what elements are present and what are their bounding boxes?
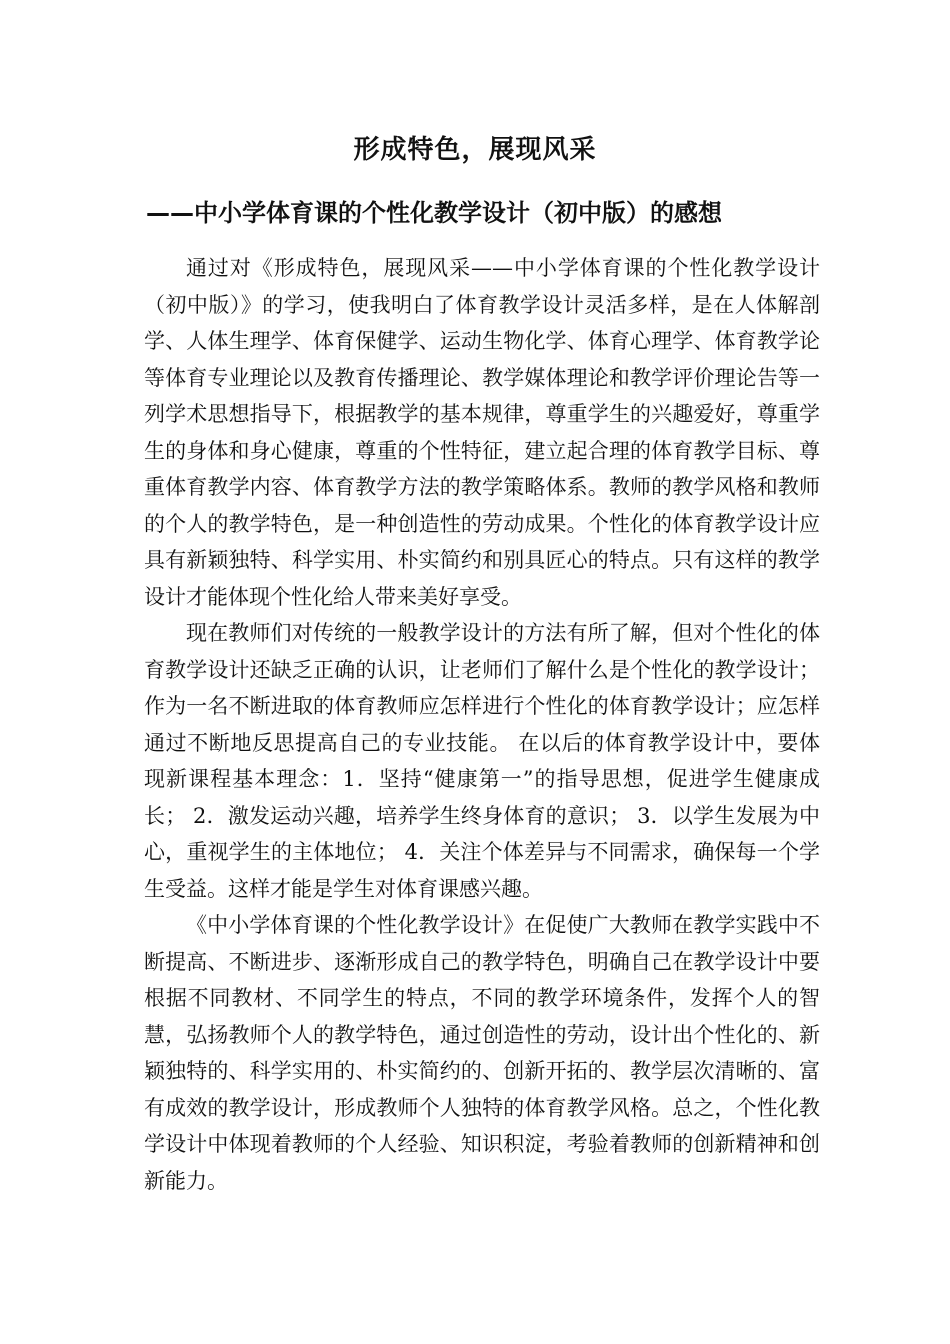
document-body — [144, 250, 820, 1199]
paragraph-3: 《中小学体育课的个性化教学设计》在促使广大教师在教学实践中不断提高、不断进步、逐渐形成自己的教学特色，明确自己在教学设计中要根据不同教材、不同学生的特点，不同的教学环境条件，发挥个人的智慧，弘扬教师个人的教学特色，通过创造性的劳动，设计出个性化的、新颖独特的、科学实用的、朴实简约的、创新开拓的、教学层次清晰的、富有成效的教学设计，形成教师个人独特的体育教学风格。总之，个性化教学设计中体现着教师的个人经验、知识积淀，考验着教师的创新精神和创新能力。 — [144, 913, 820, 1193]
paragraph-2: 现在教师们对传统的一般教学设计的方法有所了解，但对个性化的体育教学设计还缺乏正确的认识，让老师们了解什么是个性化的教学设计；作为一名不断进取的体育教师应怎样进行个性化的体育教学设计；应怎样通过不断地反思提高自己的专业技能。 在以后的体育教学设计中，要体现新课程基本理念：1．坚持“健康第一”的指导思想，促进学生健康成长； 2．激发运动兴趣，培养学生终身体育的意识； 3．以学生发展为中心，重视学生的主体地位； 4．关注个体差异与不同需求，确保每一个学生受益。这样才能是学生对体育课感兴趣。 — [144, 621, 820, 901]
paragraph-1: 通过对《形成特色，展现风采——中小学体育课的个性化教学设计（初中版）》的学习，使我明白了体育教学设计灵活多样，是在人体解剖学、人体生理学、体育保健学、运动生物化学、体育心理学、体育教学论等体育专业理论以及教育传播理论、教学媒体理论和教学评价理论告等一列学术思想指导下，根据教学的基本规律，尊重学生的兴趣爱好，尊重学生的身体和身心健康，尊重的个性特征，建立起合理的体育教学目标、尊重体育教学内容、体育教学方法的教学策略体系。教师的教学风格和教师的个人的教学特色，是一种创造性的劳动成果。个性化的体育教学设计应具有新颖独特、科学实用、朴实简约和别具匠心的特点。只有这样的教学设计才能体现个性化给人带来美好享受。 — [144, 256, 820, 609]
document-title: 形成特色，展现风采 — [353, 135, 597, 165]
document-subtitle: ——中小学体育课的个性化教学设计（初中版）的感想 — [146, 199, 722, 227]
